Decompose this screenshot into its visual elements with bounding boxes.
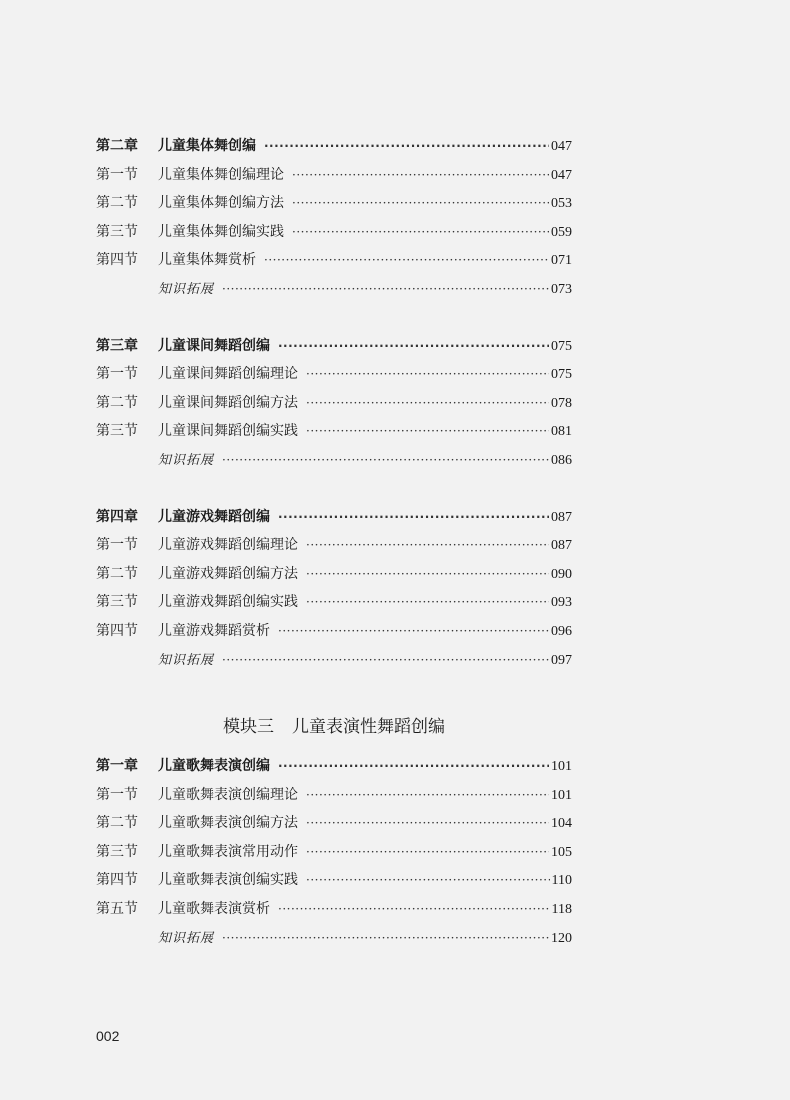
entry-title: 儿童游戏舞蹈创编方法 — [158, 565, 298, 582]
dot-leader — [278, 752, 549, 781]
dot-leader — [292, 218, 549, 247]
entry-title: 知识拓展 — [158, 930, 215, 946]
entry-page-number: 097 — [551, 652, 572, 668]
table-of-contents — [96, 132, 572, 952]
section-spacer — [96, 304, 572, 332]
entry-title: 儿童课间舞蹈创编实践 — [158, 423, 298, 440]
entry-title: 儿童集体舞创编方法 — [158, 195, 284, 212]
entry-label: 第二节 — [96, 394, 138, 411]
entry-title: 儿童集体舞创编理论 — [158, 166, 284, 183]
dot-leader — [306, 588, 549, 617]
toc-section-entry[interactable] — [96, 389, 572, 418]
entry-title: 儿童游戏舞蹈赏析 — [158, 622, 270, 639]
toc-chapter-group — [96, 503, 572, 675]
entry-label: 第三节 — [96, 223, 138, 240]
dot-leader — [222, 446, 549, 475]
entry-label: 第一节 — [96, 786, 138, 803]
entry-page-number: 059 — [551, 224, 572, 240]
entry-title: 儿童课间舞蹈创编方法 — [158, 394, 298, 411]
entry-page-number: 078 — [551, 395, 572, 411]
entry-page-number: 110 — [551, 873, 572, 889]
toc-section-entry[interactable] — [96, 246, 572, 275]
module-heading — [96, 702, 572, 752]
entry-title: 儿童游戏舞蹈创编理论 — [158, 537, 298, 554]
entry-page-number: 047 — [551, 139, 572, 154]
toc-extension-entry[interactable] — [96, 924, 572, 953]
entry-title: 知识拓展 — [158, 281, 215, 297]
entry-page-number: 104 — [551, 816, 572, 832]
entry-label: 第一节 — [96, 166, 138, 183]
toc-section-entry[interactable] — [96, 161, 572, 190]
toc-section-entry[interactable] — [96, 588, 572, 617]
entry-page-number: 075 — [551, 338, 572, 354]
entry-page-number: 093 — [551, 595, 572, 611]
entry-label: 第四节 — [96, 872, 138, 889]
dot-leader — [292, 189, 549, 218]
dot-leader — [222, 275, 549, 304]
entry-title: 儿童歌舞表演创编 — [158, 758, 270, 775]
toc-section-entry[interactable] — [96, 809, 572, 838]
toc-section-entry[interactable] — [96, 189, 572, 218]
entry-page-number: 120 — [551, 930, 572, 946]
toc-chapter-entry[interactable] — [96, 332, 572, 361]
entry-title: 知识拓展 — [158, 652, 215, 668]
dot-leader — [306, 809, 549, 838]
entry-page-number: 086 — [551, 452, 572, 468]
entry-page-number: 101 — [551, 787, 572, 803]
entry-page-number: 071 — [551, 253, 572, 269]
entry-label: 第二节 — [96, 815, 138, 832]
toc-section-entry[interactable] — [96, 866, 572, 895]
dot-leader — [264, 246, 549, 275]
entry-page-number: 081 — [551, 424, 572, 440]
toc-chapter-group — [96, 332, 572, 475]
toc-section-entry[interactable] — [96, 560, 572, 589]
toc-chapter-entry[interactable] — [96, 132, 572, 161]
dot-leader — [222, 646, 549, 675]
entry-title: 儿童集体舞赏析 — [158, 252, 256, 269]
toc-extension-entry[interactable] — [96, 646, 572, 675]
toc-section-entry[interactable] — [96, 417, 572, 446]
entry-label: 第一章 — [96, 758, 138, 775]
entry-title: 儿童歌舞表演创编理论 — [158, 786, 298, 803]
entry-title: 儿童游戏舞蹈创编 — [158, 508, 270, 525]
dot-leader — [292, 161, 549, 190]
toc-section-entry[interactable] — [96, 218, 572, 247]
entry-label: 第四章 — [96, 508, 138, 525]
entry-label: 第五节 — [96, 901, 138, 918]
entry-title: 儿童歌舞表演常用动作 — [158, 843, 298, 860]
entry-title: 儿童课间舞蹈创编 — [158, 337, 270, 354]
entry-page-number: 087 — [551, 509, 572, 525]
entry-page-number: 090 — [551, 566, 572, 582]
entry-title: 儿童集体舞创编实践 — [158, 223, 284, 240]
dot-leader — [278, 617, 549, 646]
entry-label: 第三节 — [96, 423, 138, 440]
module-number: 模块三 — [223, 717, 274, 738]
toc-chapter-entry[interactable] — [96, 752, 572, 781]
dot-leader — [306, 866, 550, 895]
toc-chapter-entry[interactable] — [96, 503, 572, 532]
entry-page-number: 047 — [551, 167, 572, 183]
entry-page-number: 073 — [551, 281, 572, 297]
toc-section-entry[interactable] — [96, 360, 572, 389]
dot-leader — [306, 531, 549, 560]
entry-page-number: 118 — [551, 902, 572, 918]
toc-chapter-group — [96, 132, 572, 304]
module-title: 儿童表演性舞蹈创编 — [292, 717, 445, 738]
toc-chapter-group — [96, 752, 572, 952]
entry-label: 第三节 — [96, 843, 138, 860]
toc-section-entry[interactable] — [96, 531, 572, 560]
toc-extension-entry[interactable] — [96, 446, 572, 475]
entry-label: 第二节 — [96, 565, 138, 582]
entry-label: 第二章 — [96, 138, 138, 154]
entry-label: 第二节 — [96, 195, 138, 212]
entry-title: 儿童歌舞表演赏析 — [158, 901, 270, 918]
toc-section-entry[interactable] — [96, 838, 572, 867]
entry-label: 第四节 — [96, 252, 138, 269]
entry-page-number: 087 — [551, 538, 572, 554]
dot-leader — [306, 781, 549, 810]
dot-leader — [306, 360, 549, 389]
dot-leader — [306, 389, 549, 418]
entry-label: 第三章 — [96, 337, 138, 354]
entry-title: 儿童歌舞表演创编方法 — [158, 815, 298, 832]
entry-page-number: 101 — [551, 759, 572, 775]
entry-label: 第一节 — [96, 537, 138, 554]
toc-section-entry[interactable] — [96, 617, 572, 646]
toc-section-entry[interactable] — [96, 895, 572, 924]
dot-leader — [222, 924, 549, 953]
entry-label: 第一节 — [96, 366, 138, 383]
dot-leader — [306, 560, 549, 589]
entry-title: 儿童课间舞蹈创编理论 — [158, 366, 298, 383]
entry-page-number: 096 — [551, 623, 572, 639]
entry-page-number: 053 — [551, 196, 572, 212]
entry-title: 知识拓展 — [158, 452, 215, 468]
dot-leader — [264, 132, 549, 161]
entry-label: 第三节 — [96, 594, 138, 611]
dot-leader — [306, 838, 549, 867]
section-spacer — [96, 674, 572, 702]
entry-label: 第四节 — [96, 622, 138, 639]
section-spacer — [96, 475, 572, 503]
toc-section-entry[interactable] — [96, 781, 572, 810]
dot-leader — [278, 503, 549, 532]
entry-page-number: 105 — [551, 844, 572, 860]
dot-leader — [278, 332, 549, 361]
entry-title: 儿童歌舞表演创编实践 — [158, 872, 298, 889]
entry-page-number: 075 — [551, 367, 572, 383]
page-number: 002 — [96, 1028, 120, 1044]
dot-leader — [306, 417, 549, 446]
dot-leader — [278, 895, 550, 924]
entry-title: 儿童游戏舞蹈创编实践 — [158, 594, 298, 611]
entry-title: 儿童集体舞创编 — [158, 138, 256, 154]
toc-extension-entry[interactable] — [96, 275, 572, 304]
